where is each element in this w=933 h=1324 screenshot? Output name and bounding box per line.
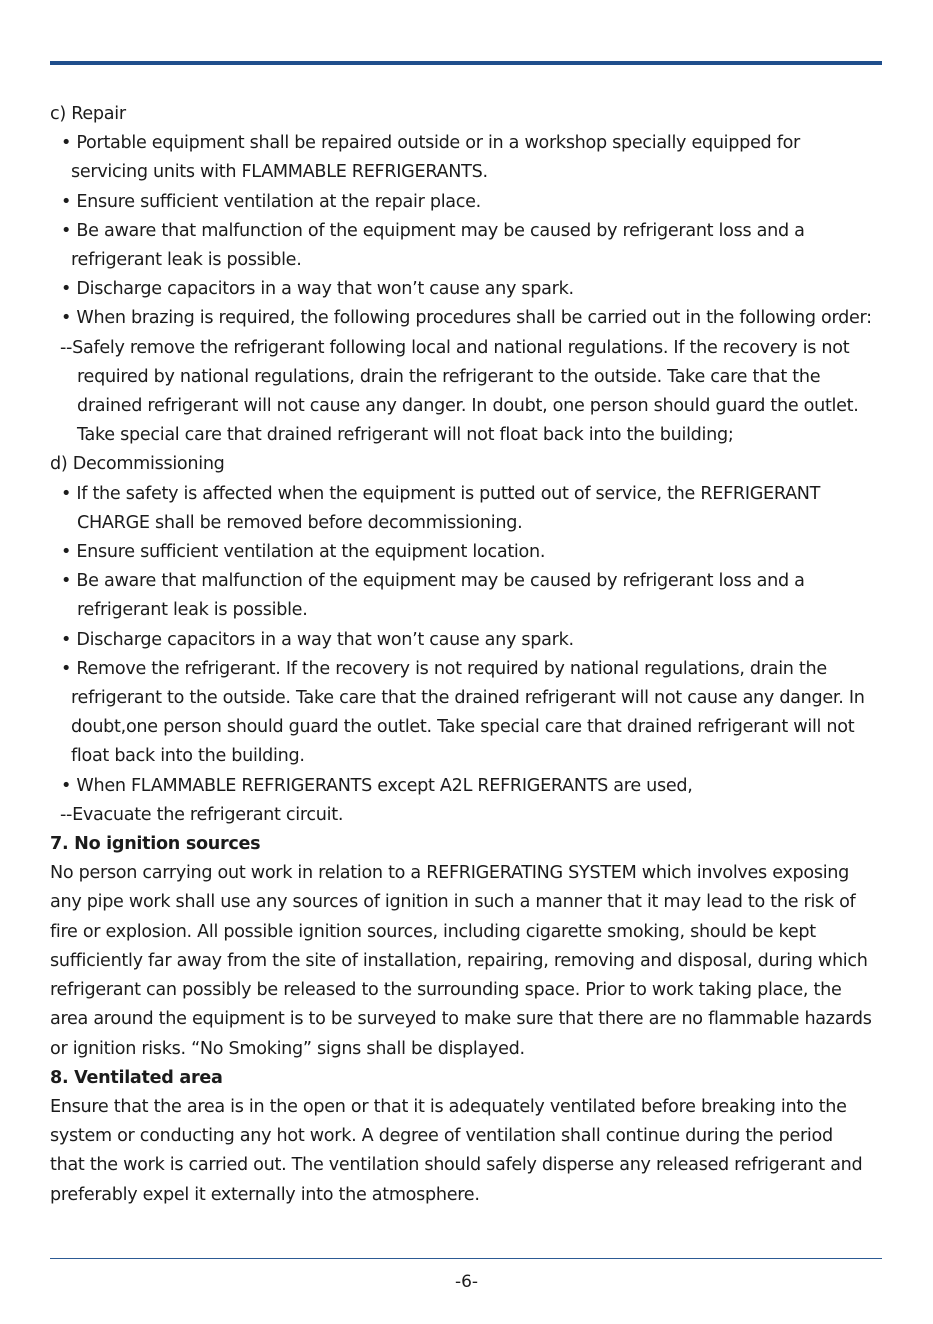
bullet-item: • Remove the refrigerant. If the recovery is not required by national regulations, drain the [61,658,827,679]
bullet-item: • Be aware that malfunction of the equipment may be caused by refrigerant loss and a [61,220,805,241]
paragraph-line: fire or explosion. All possible ignition sources, including cigarette smoking, should be kept [50,921,816,942]
section-repair [50,100,910,450]
section-heading-8: 8. Ventilated area [50,1067,223,1088]
bullet-item: • Discharge capacitors in a way that won’t cause any spark. [61,279,574,300]
paragraph-line: preferably expel it externally into the atmosphere. [50,1184,480,1205]
bullet-continuation: servicing units with FLAMMABLE REFRIGERANTS. [71,162,488,183]
header-rule [50,61,882,65]
paragraph-line: area around the equipment is to be surveyed to make sure that there are no flammable hazards [50,1009,872,1030]
bullet-continuation: refrigerant leak is possible. [77,600,308,621]
page-body [50,100,910,1210]
section-no-ignition-sources [50,830,910,1064]
bullet-item: • Be aware that malfunction of the equipment may be caused by refrigerant loss and a [61,571,805,592]
bullet-item: • Discharge capacitors in a way that won’t cause any spark. [61,629,574,650]
section-heading-7: 7. No ignition sources [50,834,261,855]
paragraph-line: system or conducting any hot work. A degree of ventilation shall continue during the period [50,1126,833,1147]
paragraph-line: that the work is carried out. The ventilation should safely disperse any released refrigerant and [50,1155,863,1176]
bullet-item: • Ensure sufficient ventilation at the repair place. [61,191,481,212]
dash-item: --Evacuate the refrigerant circuit. [60,804,344,825]
section-title-decommissioning: d) Decommissioning [50,454,225,475]
bullet-item: • When FLAMMABLE REFRIGERANTS except A2L REFRIGERANTS are used, [61,775,693,796]
bullet-continuation: float back into the building. [71,746,305,767]
footer-rule [50,1258,882,1259]
dash-continuation: Take special care that drained refrigerant will not float back into the building; [77,425,734,446]
bullet-continuation: refrigerant leak is possible. [71,250,302,271]
bullet-continuation: refrigerant to the outside. Take care that the drained refrigerant will not cause any danger. In [71,688,865,709]
paragraph-line: any pipe work shall use any sources of ignition in such a manner that it may lead to the risk of [50,892,856,913]
bullet-item: • If the safety is affected when the equipment is putted out of service, the REFRIGERANT [61,483,821,504]
bullet-item: • Ensure sufficient ventilation at the equipment location. [61,542,546,563]
section-decommissioning [50,450,910,830]
paragraph-line: refrigerant can possibly be released to the surrounding space. Prior to work taking place, the [50,980,842,1001]
bullet-item: • When brazing is required, the following procedures shall be carried out in the following order: [61,308,872,329]
paragraph-line: No person carrying out work in relation to a REFRIGERATING SYSTEM which involves exposing [50,863,850,884]
paragraph-line: or ignition risks. “No Smoking” signs shall be displayed. [50,1038,525,1059]
paragraph-line: sufficiently far away from the site of installation, repairing, removing and disposal, during which [50,950,868,971]
bullet-continuation: CHARGE shall be removed before decommissioning. [77,512,523,533]
bullet-item: • Portable equipment shall be repaired outside or in a workshop specially equipped for [61,133,800,154]
dash-item: --Safely remove the refrigerant following local and national regulations. If the recovery is not [60,337,850,358]
section-ventilated-area [50,1064,910,1210]
dash-continuation: required by national regulations, drain the refrigerant to the outside. Take care that the [77,366,821,387]
paragraph-line: Ensure that the area is in the open or that it is adequately ventilated before breaking into the [50,1096,847,1117]
section-title-repair: c) Repair [50,104,126,124]
dash-continuation: drained refrigerant will not cause any danger. In doubt, one person should guard the outlet. [77,396,859,417]
bullet-continuation: doubt,one person should guard the outlet. Take special care that drained refrigerant will not [71,717,855,738]
page-number: -6- [454,1272,479,1292]
